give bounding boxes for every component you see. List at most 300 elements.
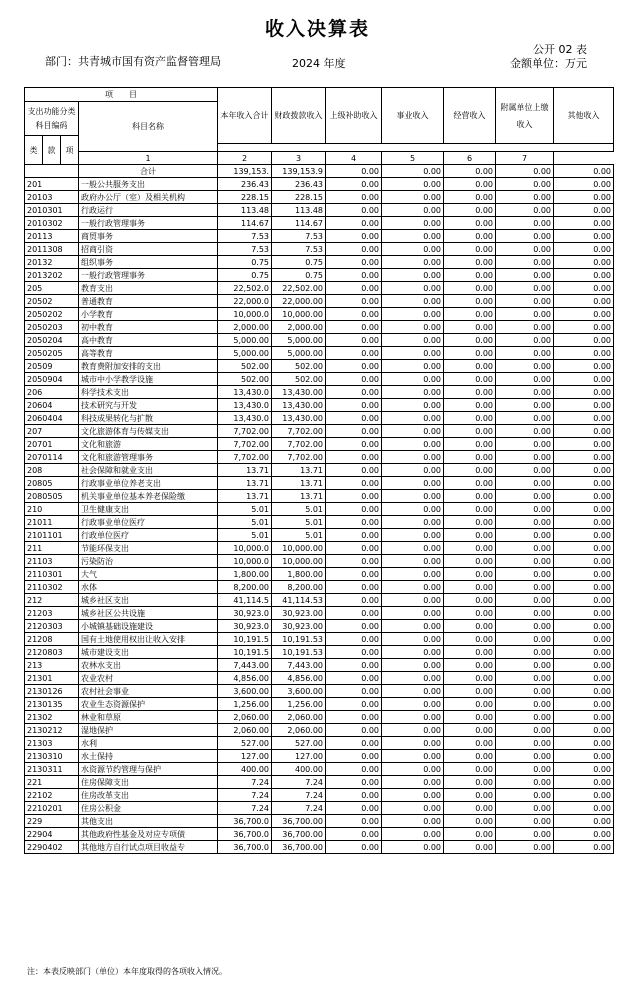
col-num-3: 3 <box>272 152 326 165</box>
table-row <box>25 529 614 542</box>
subject-code: 21303 <box>25 737 79 750</box>
operating-income: 0.00 <box>444 776 496 789</box>
fiscal-income: 5,000.00 <box>272 334 326 347</box>
subject-name: 机关事业单位基本养老保险缴 <box>79 490 218 503</box>
business-income: 0.00 <box>382 347 444 360</box>
subject-code: 2011308 <box>25 243 79 256</box>
other-income: 0.00 <box>554 490 614 503</box>
footnote: 注：本表反映部门（单位）本年度取得的各项收入情况。 <box>27 967 227 976</box>
func-code-header: 支出功能分类科目编码 <box>25 102 79 136</box>
subject-code: 210 <box>25 503 79 516</box>
total-income: 7.53 <box>218 243 272 256</box>
operating-income: 0.00 <box>444 360 496 373</box>
business-income: 0.00 <box>382 711 444 724</box>
fiscal-income: 5.01 <box>272 529 326 542</box>
affiliated-income: 0.00 <box>496 581 554 594</box>
business-income: 0.00 <box>382 620 444 633</box>
subject-code: 2050904 <box>25 373 79 386</box>
affiliated-income: 0.00 <box>496 503 554 516</box>
affiliated-income: 0.00 <box>496 542 554 555</box>
subject-code: 2010301 <box>25 204 79 217</box>
total-income: 13.71 <box>218 477 272 490</box>
table-row <box>25 217 614 230</box>
total-income: 228.15 <box>218 191 272 204</box>
operating-income: 0.00 <box>444 555 496 568</box>
subject-code: 2110302 <box>25 581 79 594</box>
other-income: 0.00 <box>554 373 614 386</box>
subject-code: 21302 <box>25 711 79 724</box>
subject-name: 其他支出 <box>79 815 218 828</box>
subject-code: 2080505 <box>25 490 79 503</box>
other-income: 0.00 <box>554 412 614 425</box>
subject-name: 文化旅游体育与传媒支出 <box>79 425 218 438</box>
superior-subsidy: 0.00 <box>326 568 382 581</box>
affiliated-income: 0.00 <box>496 334 554 347</box>
fiscal-income: 228.15 <box>272 191 326 204</box>
fiscal-income: 1,256.00 <box>272 698 326 711</box>
fiscal-income: 13,430.00 <box>272 399 326 412</box>
fiscal-income: 527.00 <box>272 737 326 750</box>
fiscal-income: 7.24 <box>272 776 326 789</box>
business-income: 0.00 <box>382 191 444 204</box>
business-income: 0.00 <box>382 477 444 490</box>
col-header-4: 事业收入 <box>382 88 444 144</box>
other-income: 0.00 <box>554 321 614 334</box>
operating-income: 0.00 <box>444 230 496 243</box>
fiscal-income: 5,000.00 <box>272 347 326 360</box>
col-num-6: 6 <box>444 152 496 165</box>
business-income: 0.00 <box>382 724 444 737</box>
operating-income: 0.00 <box>444 256 496 269</box>
subject-name: 城市建设支出 <box>79 646 218 659</box>
other-income: 0.00 <box>554 386 614 399</box>
other-income: 0.00 <box>554 503 614 516</box>
other-income: 0.00 <box>554 750 614 763</box>
subject-code: 2050202 <box>25 308 79 321</box>
superior-subsidy: 0.00 <box>326 841 382 854</box>
item-header: 项 目 <box>25 88 218 102</box>
operating-income: 0.00 <box>444 711 496 724</box>
name-header: 科目名称 <box>79 102 218 152</box>
total-income: 5.01 <box>218 516 272 529</box>
subject-name: 行政事业单位医疗 <box>79 516 218 529</box>
other-income: 0.00 <box>554 282 614 295</box>
superior-subsidy: 0.00 <box>326 646 382 659</box>
table-row <box>25 685 614 698</box>
business-income: 0.00 <box>382 516 444 529</box>
total-value-2: 139,153.9 <box>272 165 326 178</box>
total-value-7: 0.00 <box>554 165 614 178</box>
fiscal-income: 4,856.00 <box>272 672 326 685</box>
business-income: 0.00 <box>382 698 444 711</box>
subject-name: 农业农村 <box>79 672 218 685</box>
fiscal-income: 0.75 <box>272 256 326 269</box>
subject-name: 节能环保支出 <box>79 542 218 555</box>
subject-code: 2130212 <box>25 724 79 737</box>
subject-name: 林业和草原 <box>79 711 218 724</box>
fiscal-income: 10,191.53 <box>272 633 326 646</box>
table-row <box>25 516 614 529</box>
fiscal-income: 10,000.00 <box>272 542 326 555</box>
affiliated-income: 0.00 <box>496 776 554 789</box>
other-income: 0.00 <box>554 477 614 490</box>
affiliated-income: 0.00 <box>496 711 554 724</box>
subject-code: 221 <box>25 776 79 789</box>
total-income: 236.43 <box>218 178 272 191</box>
affiliated-income: 0.00 <box>496 282 554 295</box>
subject-code: 211 <box>25 542 79 555</box>
fiscal-income: 127.00 <box>272 750 326 763</box>
other-income: 0.00 <box>554 594 614 607</box>
total-income: 1,256.00 <box>218 698 272 711</box>
fiscal-income: 2,000.00 <box>272 321 326 334</box>
total-value-4: 0.00 <box>382 165 444 178</box>
business-income: 0.00 <box>382 815 444 828</box>
superior-subsidy: 0.00 <box>326 815 382 828</box>
affiliated-income: 0.00 <box>496 763 554 776</box>
fiscal-income: 30,923.00 <box>272 607 326 620</box>
superior-subsidy: 0.00 <box>326 490 382 503</box>
table-row <box>25 633 614 646</box>
affiliated-income: 0.00 <box>496 464 554 477</box>
superior-subsidy: 0.00 <box>326 685 382 698</box>
table-row <box>25 282 614 295</box>
total-income: 13,430.0 <box>218 412 272 425</box>
total-income: 36,700.0 <box>218 815 272 828</box>
affiliated-income: 0.00 <box>496 659 554 672</box>
fiscal-income: 3,600.00 <box>272 685 326 698</box>
operating-income: 0.00 <box>444 789 496 802</box>
fiscal-income: 7,702.00 <box>272 451 326 464</box>
superior-subsidy: 0.00 <box>326 321 382 334</box>
operating-income: 0.00 <box>444 464 496 477</box>
superior-subsidy: 0.00 <box>326 659 382 672</box>
total-income: 7.24 <box>218 789 272 802</box>
total-income: 7,702.00 <box>218 425 272 438</box>
total-income: 13,430.0 <box>218 399 272 412</box>
total-income: 3,600.00 <box>218 685 272 698</box>
fiscal-income: 5.01 <box>272 503 326 516</box>
superior-subsidy: 0.00 <box>326 724 382 737</box>
table-row <box>25 594 614 607</box>
table-row <box>25 789 614 802</box>
col-num-5: 5 <box>382 152 444 165</box>
fiscal-income: 13,430.00 <box>272 412 326 425</box>
col-num-2: 2 <box>218 152 272 165</box>
subject-name: 文化和旅游 <box>79 438 218 451</box>
business-income: 0.00 <box>382 763 444 776</box>
other-income: 0.00 <box>554 646 614 659</box>
kuan-header: 款 <box>43 136 61 165</box>
business-income: 0.00 <box>382 217 444 230</box>
other-income: 0.00 <box>554 659 614 672</box>
other-income: 0.00 <box>554 672 614 685</box>
subject-code: 2130126 <box>25 685 79 698</box>
total-income: 5.01 <box>218 529 272 542</box>
subject-name: 政府办公厅（室）及相关机构 <box>79 191 218 204</box>
operating-income: 0.00 <box>444 763 496 776</box>
subject-code: 2070114 <box>25 451 79 464</box>
subject-code: 229 <box>25 815 79 828</box>
other-income: 0.00 <box>554 555 614 568</box>
col-header-1: 本年收入合计 <box>218 88 272 144</box>
table-row <box>25 347 614 360</box>
table-row <box>25 672 614 685</box>
affiliated-income: 0.00 <box>496 633 554 646</box>
table-row <box>25 828 614 841</box>
fiscal-income: 36,700.00 <box>272 815 326 828</box>
superior-subsidy: 0.00 <box>326 542 382 555</box>
superior-subsidy: 0.00 <box>326 217 382 230</box>
subject-name: 污染防治 <box>79 555 218 568</box>
subject-name: 文化和旅游管理事务 <box>79 451 218 464</box>
superior-subsidy: 0.00 <box>326 711 382 724</box>
business-income: 0.00 <box>382 828 444 841</box>
operating-income: 0.00 <box>444 178 496 191</box>
superior-subsidy: 0.00 <box>326 269 382 282</box>
subject-name: 初中教育 <box>79 321 218 334</box>
superior-subsidy: 0.00 <box>326 451 382 464</box>
table-row <box>25 646 614 659</box>
total-income: 10,191.5 <box>218 646 272 659</box>
other-income: 0.00 <box>554 529 614 542</box>
operating-income: 0.00 <box>444 750 496 763</box>
fiscal-income: 502.00 <box>272 373 326 386</box>
total-income: 10,000.0 <box>218 555 272 568</box>
total-income: 13.71 <box>218 464 272 477</box>
total-income: 527.00 <box>218 737 272 750</box>
subject-name: 小学教育 <box>79 308 218 321</box>
other-income: 0.00 <box>554 724 614 737</box>
subject-name: 高中教育 <box>79 334 218 347</box>
subject-code: 2110301 <box>25 568 79 581</box>
other-income: 0.00 <box>554 607 614 620</box>
fiscal-income: 10,000.00 <box>272 555 326 568</box>
subject-code: 2290402 <box>25 841 79 854</box>
col-num-7: 7 <box>496 152 554 165</box>
affiliated-income: 0.00 <box>496 737 554 750</box>
subject-name: 住房公积金 <box>79 802 218 815</box>
table-row <box>25 776 614 789</box>
operating-income: 0.00 <box>444 737 496 750</box>
operating-income: 0.00 <box>444 503 496 516</box>
business-income: 0.00 <box>382 399 444 412</box>
total-income: 502.00 <box>218 360 272 373</box>
fiscal-income: 7,702.00 <box>272 438 326 451</box>
total-income: 30,923.0 <box>218 607 272 620</box>
affiliated-income: 0.00 <box>496 373 554 386</box>
subject-name: 卫生健康支出 <box>79 503 218 516</box>
operating-income: 0.00 <box>444 516 496 529</box>
table-row <box>25 334 614 347</box>
fiscal-income: 7.24 <box>272 789 326 802</box>
operating-income: 0.00 <box>444 308 496 321</box>
table-row <box>25 581 614 594</box>
affiliated-income: 0.00 <box>496 802 554 815</box>
business-income: 0.00 <box>382 568 444 581</box>
superior-subsidy: 0.00 <box>326 360 382 373</box>
total-income: 41,114.5 <box>218 594 272 607</box>
operating-income: 0.00 <box>444 269 496 282</box>
subject-code: 2120303 <box>25 620 79 633</box>
subject-code: 2060404 <box>25 412 79 425</box>
subject-name: 国有土地使用权出让收入安排 <box>79 633 218 646</box>
superior-subsidy: 0.00 <box>326 503 382 516</box>
other-income: 0.00 <box>554 737 614 750</box>
affiliated-income: 0.00 <box>496 256 554 269</box>
total-income: 10,000.0 <box>218 308 272 321</box>
operating-income: 0.00 <box>444 646 496 659</box>
total-income: 7,702.00 <box>218 451 272 464</box>
affiliated-income: 0.00 <box>496 698 554 711</box>
business-income: 0.00 <box>382 607 444 620</box>
total-income: 7.24 <box>218 802 272 815</box>
business-income: 0.00 <box>382 295 444 308</box>
business-income: 0.00 <box>382 412 444 425</box>
total-label: 合计 <box>79 165 218 178</box>
affiliated-income: 0.00 <box>496 607 554 620</box>
subject-code: 20103 <box>25 191 79 204</box>
subject-code: 20701 <box>25 438 79 451</box>
table-row <box>25 243 614 256</box>
superior-subsidy: 0.00 <box>326 373 382 386</box>
fiscal-income: 30,923.00 <box>272 620 326 633</box>
total-income: 8,200.00 <box>218 581 272 594</box>
other-income: 0.00 <box>554 685 614 698</box>
business-income: 0.00 <box>382 503 444 516</box>
subject-code: 2210201 <box>25 802 79 815</box>
subject-name: 行政事业单位养老支出 <box>79 477 218 490</box>
subject-code: 20502 <box>25 295 79 308</box>
subject-name: 湿地保护 <box>79 724 218 737</box>
affiliated-income: 0.00 <box>496 555 554 568</box>
business-income: 0.00 <box>382 230 444 243</box>
other-income: 0.00 <box>554 620 614 633</box>
superior-subsidy: 0.00 <box>326 334 382 347</box>
operating-income: 0.00 <box>444 412 496 425</box>
total-income: 13,430.0 <box>218 386 272 399</box>
affiliated-income: 0.00 <box>496 685 554 698</box>
superior-subsidy: 0.00 <box>326 256 382 269</box>
subject-name: 住房保障支出 <box>79 776 218 789</box>
revenue-table <box>24 87 614 854</box>
total-income: 30,923.0 <box>218 620 272 633</box>
business-income: 0.00 <box>382 373 444 386</box>
subject-code: 201 <box>25 178 79 191</box>
business-income: 0.00 <box>382 282 444 295</box>
total-income: 0.75 <box>218 256 272 269</box>
col-num-4: 4 <box>326 152 382 165</box>
fiscal-income: 22,000.00 <box>272 295 326 308</box>
subject-code: 2101101 <box>25 529 79 542</box>
business-income: 0.00 <box>382 386 444 399</box>
subject-name: 一般行政管理事务 <box>79 217 218 230</box>
table-row <box>25 815 614 828</box>
other-income: 0.00 <box>554 516 614 529</box>
superior-subsidy: 0.00 <box>326 529 382 542</box>
fiscal-income: 13.71 <box>272 464 326 477</box>
subject-name: 大气 <box>79 568 218 581</box>
subject-code: 2050205 <box>25 347 79 360</box>
superior-subsidy: 0.00 <box>326 789 382 802</box>
table-row <box>25 490 614 503</box>
business-income: 0.00 <box>382 776 444 789</box>
subject-code: 2050203 <box>25 321 79 334</box>
fiscal-income: 7.53 <box>272 243 326 256</box>
superior-subsidy: 0.00 <box>326 763 382 776</box>
business-income: 0.00 <box>382 360 444 373</box>
business-income: 0.00 <box>382 334 444 347</box>
table-row <box>25 373 614 386</box>
superior-subsidy: 0.00 <box>326 178 382 191</box>
table-row <box>25 763 614 776</box>
operating-income: 0.00 <box>444 581 496 594</box>
other-income: 0.00 <box>554 698 614 711</box>
other-income: 0.00 <box>554 347 614 360</box>
total-income: 127.00 <box>218 750 272 763</box>
table-row <box>25 724 614 737</box>
other-income: 0.00 <box>554 464 614 477</box>
superior-subsidy: 0.00 <box>326 477 382 490</box>
fiscal-income: 13,430.00 <box>272 386 326 399</box>
affiliated-income: 0.00 <box>496 412 554 425</box>
table-row <box>25 451 614 464</box>
total-income: 2,000.00 <box>218 321 272 334</box>
affiliated-income: 0.00 <box>496 841 554 854</box>
other-income: 0.00 <box>554 763 614 776</box>
other-income: 0.00 <box>554 178 614 191</box>
business-income: 0.00 <box>382 178 444 191</box>
superior-subsidy: 0.00 <box>326 438 382 451</box>
subject-name: 教育支出 <box>79 282 218 295</box>
fiscal-income: 22,502.00 <box>272 282 326 295</box>
business-income: 0.00 <box>382 451 444 464</box>
subject-name: 行政单位医疗 <box>79 529 218 542</box>
table-row <box>25 412 614 425</box>
business-income: 0.00 <box>382 789 444 802</box>
page-title: 收入决算表 <box>264 18 370 40</box>
operating-income: 0.00 <box>444 724 496 737</box>
fiscal-income: 0.75 <box>272 269 326 282</box>
superior-subsidy: 0.00 <box>326 620 382 633</box>
fiscal-income: 502.00 <box>272 360 326 373</box>
operating-income: 0.00 <box>444 347 496 360</box>
table-row <box>25 295 614 308</box>
affiliated-income: 0.00 <box>496 217 554 230</box>
business-income: 0.00 <box>382 321 444 334</box>
superior-subsidy: 0.00 <box>326 555 382 568</box>
superior-subsidy: 0.00 <box>326 464 382 477</box>
business-income: 0.00 <box>382 542 444 555</box>
subject-code: 20113 <box>25 230 79 243</box>
subject-name: 小城镇基础设施建设 <box>79 620 218 633</box>
subject-name: 招商引资 <box>79 243 218 256</box>
subject-code: 2130135 <box>25 698 79 711</box>
fiscal-income: 7,443.00 <box>272 659 326 672</box>
affiliated-income: 0.00 <box>496 191 554 204</box>
table-row <box>25 802 614 815</box>
fiscal-income: 10,000.00 <box>272 308 326 321</box>
other-income: 0.00 <box>554 802 614 815</box>
subject-name: 其他政府性基金及对应专项债 <box>79 828 218 841</box>
affiliated-income: 0.00 <box>496 269 554 282</box>
subject-name: 城市中小学教学设施 <box>79 373 218 386</box>
total-income: 0.75 <box>218 269 272 282</box>
fiscal-income: 113.48 <box>272 204 326 217</box>
superior-subsidy: 0.00 <box>326 802 382 815</box>
business-income: 0.00 <box>382 555 444 568</box>
operating-income: 0.00 <box>444 815 496 828</box>
